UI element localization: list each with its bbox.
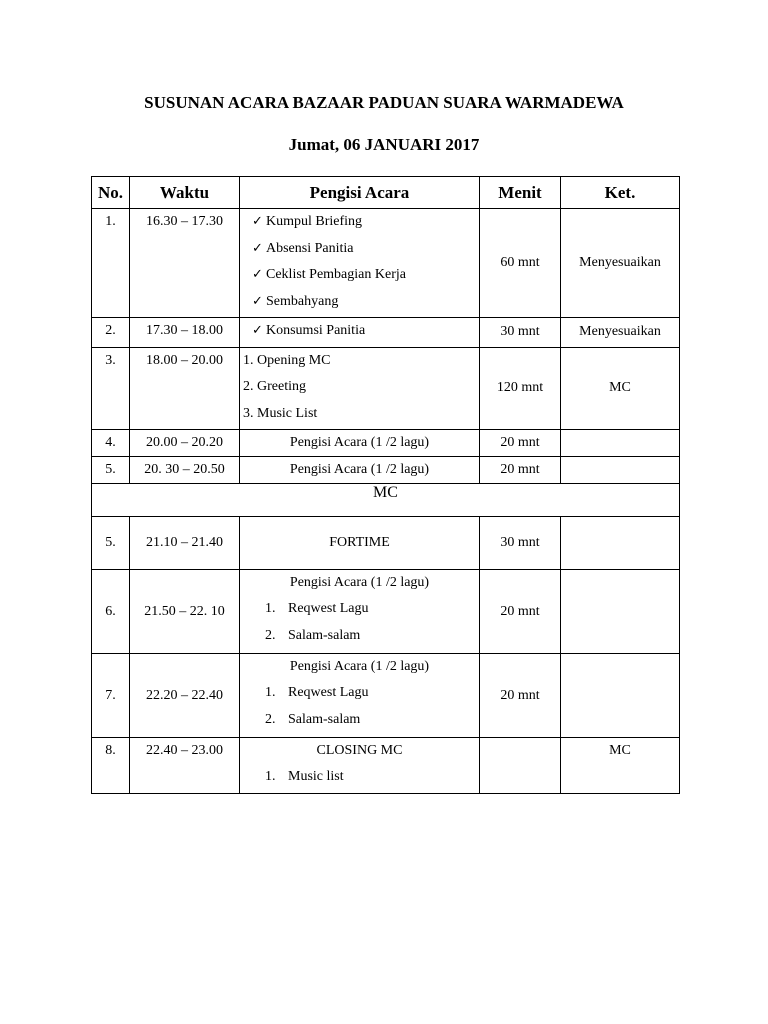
row-menit: 30 mnt <box>480 318 561 348</box>
row-pengisi-acara <box>240 570 480 654</box>
row-ket: MC <box>561 347 680 430</box>
list-item: 1. Reqwest Lagu <box>265 685 369 700</box>
list-item: ✓ Konsumsi Panitia <box>240 320 479 347</box>
row-no: 7. <box>92 654 130 738</box>
row-pengisi-acara <box>240 654 480 738</box>
check-mark-icon: ✓ <box>252 267 263 282</box>
row-menit: 60 mnt <box>480 209 561 318</box>
list-item: ✓ Ceklist Pembagian Kerja <box>240 264 479 291</box>
list-item: ✓ Kumpul Briefing <box>240 211 479 238</box>
row-menit: 20 mnt <box>480 457 561 484</box>
row-menit: 30 mnt <box>480 517 561 570</box>
row-ket <box>561 517 680 570</box>
row-pengisi-acara: Pengisi Acara (1 /2 lagu) <box>240 457 480 484</box>
table-header-row <box>92 177 680 209</box>
row-menit: 20 mnt <box>480 654 561 738</box>
table-row <box>92 430 680 457</box>
row-ket <box>561 654 680 738</box>
row-ket <box>561 570 680 654</box>
row-waktu: 20.00 – 20.20 <box>130 430 240 457</box>
row-pengisi-acara <box>240 738 480 794</box>
list-item: 1. Music list <box>265 769 344 784</box>
col-header-waktu: Waktu <box>130 177 240 209</box>
row-waktu: 21.10 – 21.40 <box>130 517 240 570</box>
row-ket: MC <box>561 738 680 794</box>
table-row <box>92 209 680 318</box>
row-menit: 20 mnt <box>480 430 561 457</box>
row-waktu: 21.50 – 22. 10 <box>130 570 240 654</box>
list-item: 1. Reqwest Lagu <box>265 601 369 616</box>
row-pengisi-acara <box>240 209 480 318</box>
list-item: 2. Salam-salam <box>265 627 361 643</box>
row-ket <box>561 457 680 484</box>
row-waktu: 18.00 – 20.00 <box>130 347 240 430</box>
mc-separator-row <box>92 484 680 517</box>
row-ket <box>561 430 680 457</box>
row-no: 4. <box>92 430 130 457</box>
row-menit: 120 mnt <box>480 347 561 430</box>
col-header-ket: Ket. <box>561 177 680 209</box>
table-row <box>92 654 680 738</box>
row-ket: Menyesuaikan <box>561 209 680 318</box>
table-row <box>92 457 680 484</box>
row-no: 5. <box>92 457 130 484</box>
row-waktu: 16.30 – 17.30 <box>130 209 240 318</box>
schedule-table <box>91 176 680 794</box>
row-no: 8. <box>92 738 130 794</box>
document-date: Jumat, 06 JANUARI 2017 <box>288 135 480 154</box>
table-row <box>92 570 680 654</box>
row-no: 2. <box>92 318 130 348</box>
row-ket: Menyesuaikan <box>561 318 680 348</box>
row-waktu: 20. 30 – 20.50 <box>130 457 240 484</box>
mc-separator: MC <box>92 484 680 517</box>
col-header-menit: Menit <box>480 177 561 209</box>
row-no: 3. <box>92 347 130 430</box>
list-item-heading: CLOSING MC <box>316 743 403 758</box>
check-mark-icon: ✓ <box>252 323 263 338</box>
list-item: 2. Greeting <box>243 379 306 394</box>
col-header-pengisi-acara: Pengisi Acara <box>240 177 480 209</box>
list-item-heading: Pengisi Acara (1 /2 lagu) <box>289 659 430 674</box>
list-item: 3. Music List <box>243 405 318 421</box>
table-row <box>92 517 680 570</box>
row-waktu: 22.20 – 22.40 <box>130 654 240 738</box>
list-item: 2. Salam-salam <box>265 711 361 727</box>
table-row <box>92 347 680 430</box>
row-no: 6. <box>92 570 130 654</box>
check-mark-icon: ✓ <box>252 240 263 256</box>
document-title: SUSUNAN ACARA BAZAAR PADUAN SUARA WARMADEWA <box>144 93 624 112</box>
col-header-no: No. <box>92 177 130 209</box>
list-item: 1. Opening MC <box>243 352 331 368</box>
row-pengisi-acara <box>240 347 480 430</box>
row-menit <box>480 738 561 794</box>
list-item-heading: Pengisi Acara (1 /2 lagu) <box>289 575 430 590</box>
table-row <box>92 318 680 348</box>
row-no: 1. <box>92 209 130 318</box>
row-no: 5. <box>92 517 130 570</box>
row-pengisi-acara: Pengisi Acara (1 /2 lagu) <box>240 430 480 457</box>
row-waktu: 22.40 – 23.00 <box>130 738 240 794</box>
row-menit: 20 mnt <box>480 570 561 654</box>
row-pengisi-acara <box>240 318 480 348</box>
table-row <box>92 738 680 794</box>
list-item: ✓ Absensi Panitia <box>240 238 479 265</box>
row-pengisi-acara: FORTIME <box>240 517 480 570</box>
list-item: ✓ Sembahyang <box>240 291 479 318</box>
row-waktu: 17.30 – 18.00 <box>130 318 240 348</box>
check-mark-icon: ✓ <box>252 214 263 229</box>
check-mark-icon: ✓ <box>252 293 263 309</box>
